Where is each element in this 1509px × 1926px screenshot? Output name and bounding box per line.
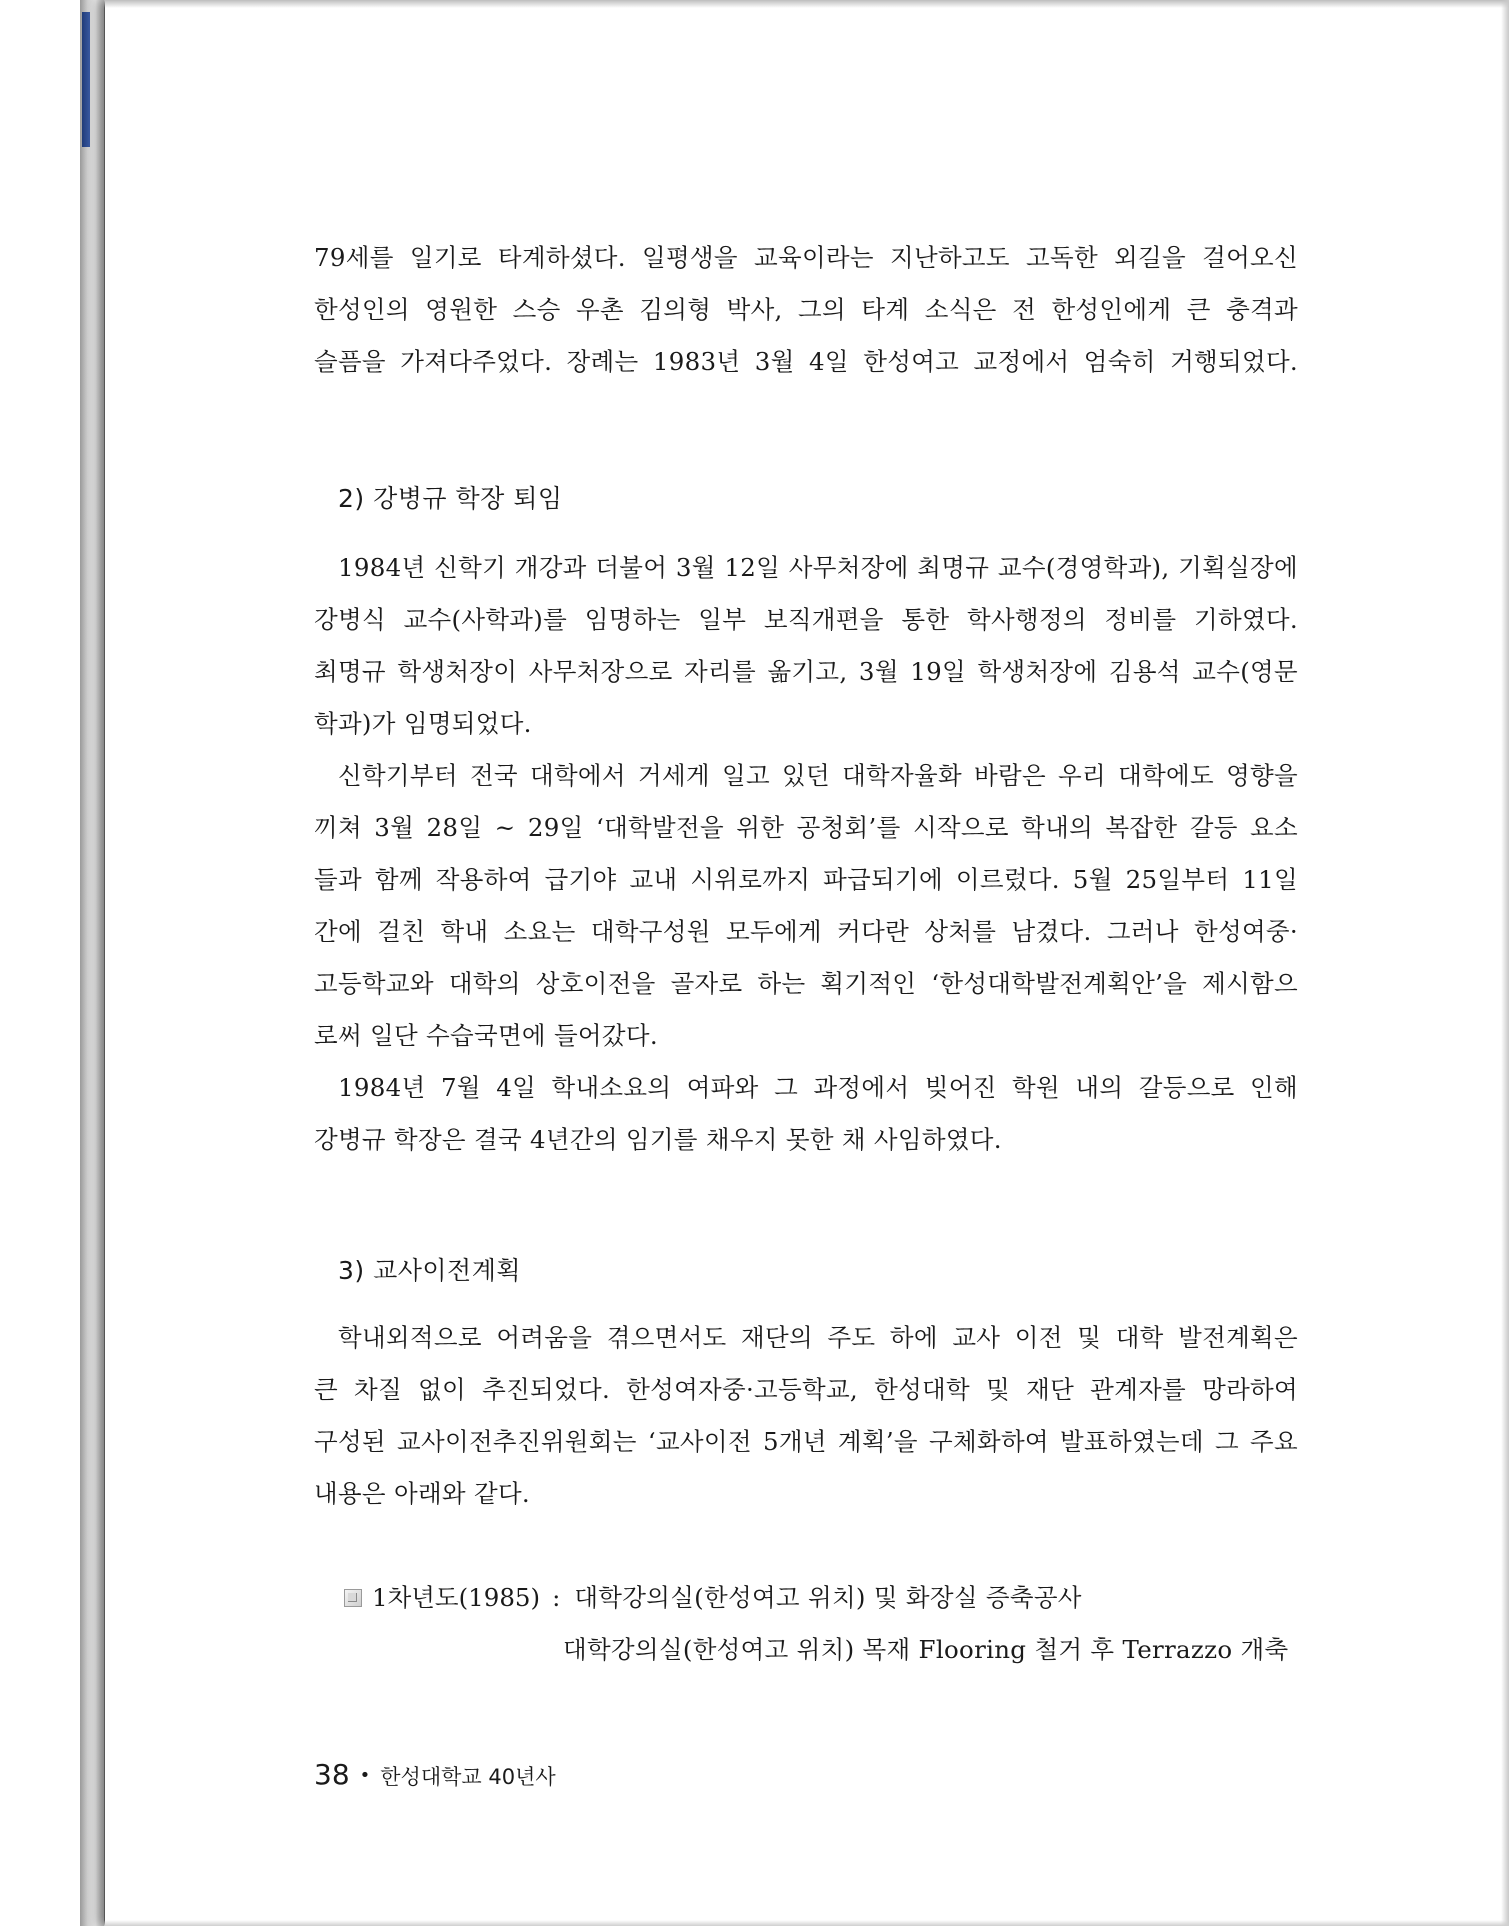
page-footer bbox=[314, 1758, 556, 1791]
text-line: 큰 차질 없이 추진되었다. 한성여자중·고등학교, 한성대학 및 재단 관계자를 망라하여 bbox=[314, 1375, 1298, 1404]
text-line: 1984년 7월 4일 학내소요의 여파와 그 과정에서 빚어진 학원 내의 갈등으로 인해 bbox=[338, 1073, 1298, 1102]
text-line: 내용은 아래와 같다. bbox=[314, 1479, 530, 1508]
text-line: 신학기부터 전국 대학에서 거세게 일고 있던 대학자율화 바람은 우리 대학에도 영향을 bbox=[338, 761, 1298, 790]
text-line: 간에 걸친 학내 소요는 대학구성원 모두에게 커다란 상처를 남겼다. 그러나 한성여중· bbox=[314, 917, 1298, 946]
plan-item-separator: : bbox=[552, 1583, 561, 1612]
text-line: 1984년 신학기 개강과 더불어 3월 12일 사무처장에 최명규 교수(경영학과), 기획실장에 bbox=[338, 553, 1298, 582]
text-line: 로써 일단 수습국면에 들어갔다. bbox=[314, 1021, 658, 1050]
section-heading-2: 2) 강병규 학장 퇴임 bbox=[338, 484, 563, 513]
text-line: 고등학교와 대학의 상호이전을 골자로 하는 획기적인 ‘한성대학발전계획안’을 제시함으 bbox=[314, 969, 1298, 998]
page-number: 38 bbox=[314, 1758, 350, 1791]
page-edge bbox=[80, 0, 106, 1926]
text-line: 강병식 교수(사학과)를 임명하는 일부 보직개편을 통한 학사행정의 정비를 기하였다. bbox=[314, 605, 1298, 634]
text-line: 강병규 학장은 결국 4년간의 임기를 채우지 못한 채 사임하였다. bbox=[314, 1125, 1002, 1154]
square-bullet-icon bbox=[344, 1589, 362, 1607]
text-line: 학내외적으로 어려움을 겪으면서도 재단의 주도 하에 교사 이전 및 대학 발전계획은 bbox=[338, 1323, 1298, 1352]
section3-body bbox=[314, 1312, 1298, 1520]
cover-edge bbox=[82, 12, 90, 147]
top-shade bbox=[104, 0, 1509, 8]
text-line: 들과 함께 작용하여 급기야 교내 시위로까지 파급되기에 이르렀다. 5월 25일부터 11일 bbox=[314, 865, 1298, 894]
plan-item-continuation: 대학강의실(한성여고 위치) 목재 Flooring 철거 후 Terrazzo 개축 bbox=[563, 1635, 1289, 1664]
plan-item-year1 bbox=[344, 1579, 1082, 1614]
bottom-shade bbox=[104, 1920, 1509, 1926]
section-heading-3: 3) 교사이전계획 bbox=[338, 1256, 522, 1285]
plan-item-description: 대학강의실(한성여고 위치) 및 화장실 증축공사 bbox=[574, 1583, 1082, 1612]
plan-item-label: 1차년도(1985) bbox=[372, 1583, 541, 1612]
text-line: 슬픔을 가져다주었다. 장례는 1983년 3월 4일 한성여고 교정에서 엄숙히 거행되었다. bbox=[314, 347, 1298, 376]
paragraph-top bbox=[314, 232, 1298, 388]
text-line: 학과)가 임명되었다. bbox=[314, 709, 532, 738]
text-line: 최명규 학생처장이 사무처장으로 자리를 옮기고, 3월 19일 학생처장에 김용석 교수(영문 bbox=[314, 657, 1298, 686]
text-line: 79세를 일기로 타계하셨다. 일평생을 교육이라는 지난하고도 고독한 외길을 걸어오신 bbox=[314, 243, 1298, 272]
text-line: 끼쳐 3월 28일 ~ 29일 ‘대학발전을 위한 공청회’를 시작으로 학내의 복잡한 갈등 요소 bbox=[314, 813, 1298, 842]
text-line: 구성된 교사이전추진위원회는 ‘교사이전 5개년 계획’을 구체화하여 발표하였는데 그 주요 bbox=[314, 1427, 1298, 1456]
book-title: 한성대학교 40년사 bbox=[380, 1765, 556, 1789]
text-line: 한성인의 영원한 스승 우촌 김의형 박사, 그의 타계 소식은 전 한성인에게 큰 충격과 bbox=[314, 295, 1298, 324]
section2-body bbox=[314, 542, 1298, 1166]
right-shade bbox=[1501, 0, 1509, 1926]
footer-bullet: • bbox=[359, 1765, 371, 1786]
